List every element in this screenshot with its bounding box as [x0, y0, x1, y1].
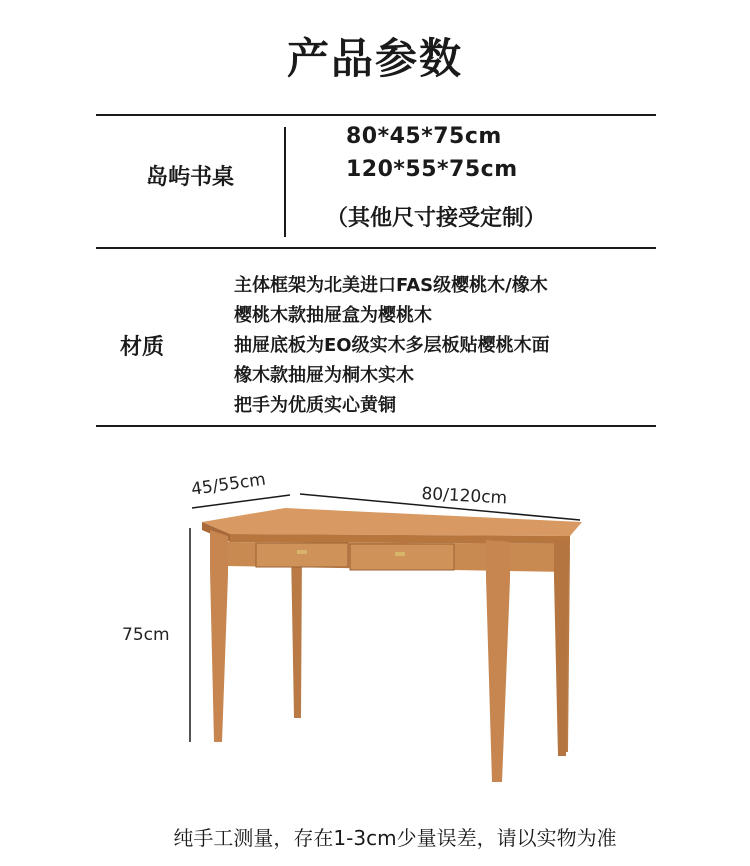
drawer-handle-left: [297, 550, 307, 554]
table-bottom-rule: [96, 425, 656, 427]
material-line-2: 樱桃木款抽屉盒为樱桃木: [234, 305, 432, 326]
width-dimension-label: 80/120cm: [420, 484, 508, 509]
material-line-4: 橡木款抽屉为桐木实木: [234, 365, 414, 386]
height-dimension-label: 75cm: [122, 625, 170, 645]
measurement-disclaimer: 纯手工测量，存在1-3cm少量误差，请以实物为准: [173, 826, 617, 850]
material-label: 材质: [120, 335, 165, 360]
page-title: 产品参数: [286, 34, 463, 83]
drawer-right: [350, 544, 454, 570]
drawer-left: [256, 543, 348, 567]
product-name-label: 岛屿书桌: [146, 165, 235, 190]
material-line-5: 把手为优质实心黄铜: [234, 395, 396, 416]
desk-leg-front-right: [486, 540, 510, 782]
table-top-rule: [96, 114, 656, 116]
depth-dimension-label: 45/55cm: [190, 469, 267, 500]
desk-top-surface: [202, 508, 582, 536]
desk-leg-front-left: [210, 530, 228, 742]
table-middle-rule: [96, 247, 656, 249]
custom-size-note: （其他尺寸接受定制）: [326, 206, 547, 231]
drawer-handle-right: [395, 552, 405, 556]
size-option-2: 120*55*75cm: [346, 157, 518, 182]
material-line-1: 主体框架为北美进口FAS级樱桃木/橡木: [234, 275, 548, 296]
depth-dimension-line: [192, 495, 290, 508]
size-option-1: 80*45*75cm: [346, 124, 502, 149]
desk-illustration: [170, 470, 600, 800]
table-divider: [284, 127, 286, 237]
desk-leg-back-left: [291, 550, 302, 718]
material-line-3: 抽屉底板为EO级实木多层板贴樱桃木面: [234, 335, 550, 356]
